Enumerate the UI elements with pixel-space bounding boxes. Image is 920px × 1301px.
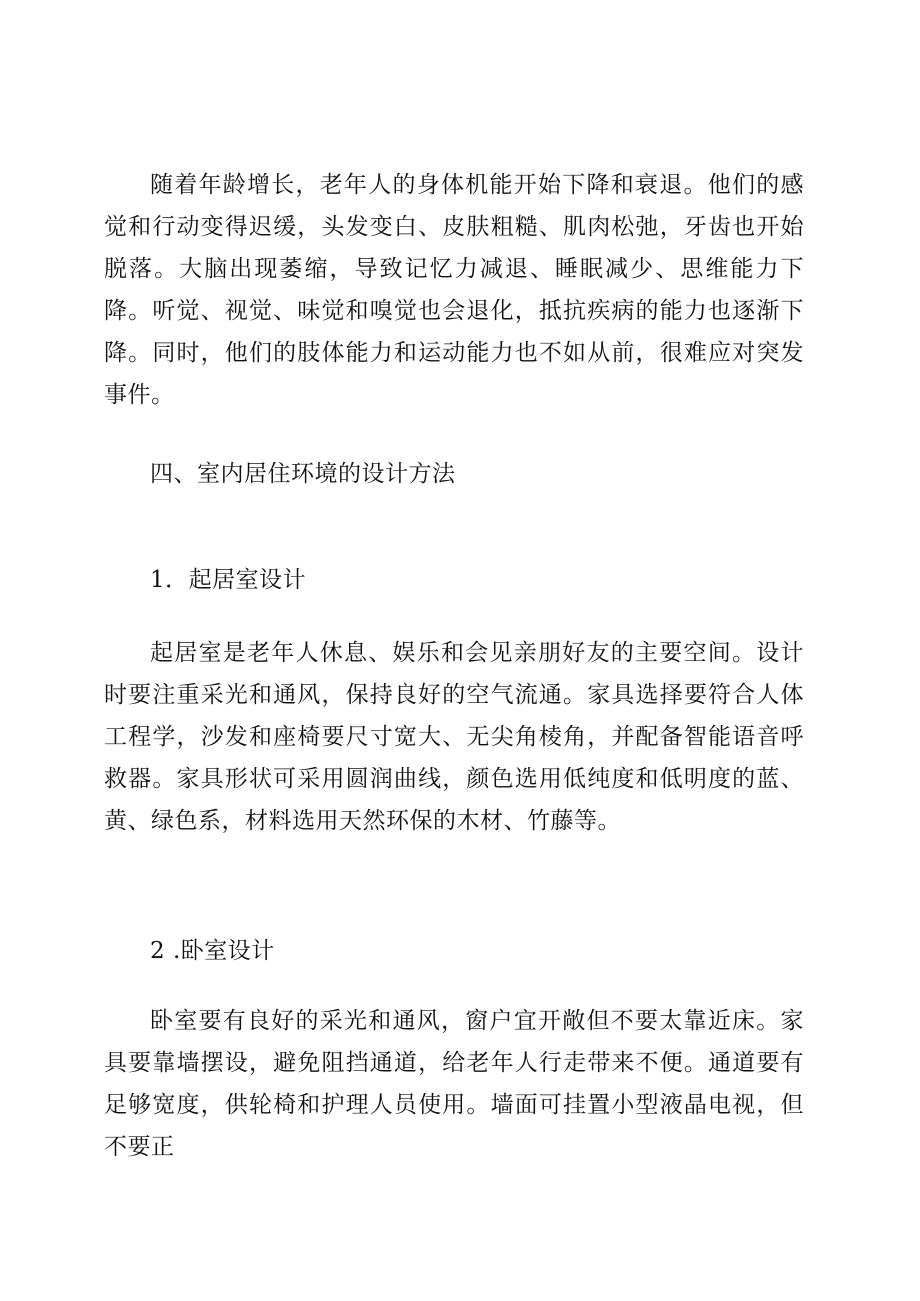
paragraph-living-room: 起居室是老年人休息、娱乐和会见亲朋好友的主要空间。设计时要注重采光和通风，保持良好的空气流通。家具选择要符合人体工程学，沙发和座椅要尺寸宽大、无尖角棱角，并配备智能语音呼救器。家具形状可采用圆润曲线，颜色选用低纯度和低明度的蓝、黄、绿色系，材料选用天然环保的木材、竹藤等。 [104,640,804,834]
subheading-living-room: 1．起居室设计 [150,567,307,593]
paragraph-aging: 随着年龄增长，老年人的身体机能开始下降和衰退。他们的感觉和行动变得迟缓，头发变白、皮肤粗糙、肌肉松弛，牙齿也开始脱落。大脑出现萎缩，导致记忆力减退、睡眠减少、思维能力下降。听觉、视觉、味觉和嗅觉也会退化，抵抗疾病的能力也逐渐下降。同时，他们的肢体能力和运动能力也不如从前，很难应对突发事件。 [104,172,804,408]
paragraph-bedroom: 卧室要有良好的采光和通风，窗户宜开敞但不要太靠近床。家具要靠墙摆设，避免阻挡通道，给老年人行走带来不便。通道要有足够宽度，供轮椅和护理人员使用。墙面可挂置小型液晶电视，但不要正 [104,1008,804,1160]
section-heading: 四、室内居住环境的设计方法 [150,461,456,487]
subheading-bedroom: 2 .卧室设计 [150,938,275,964]
